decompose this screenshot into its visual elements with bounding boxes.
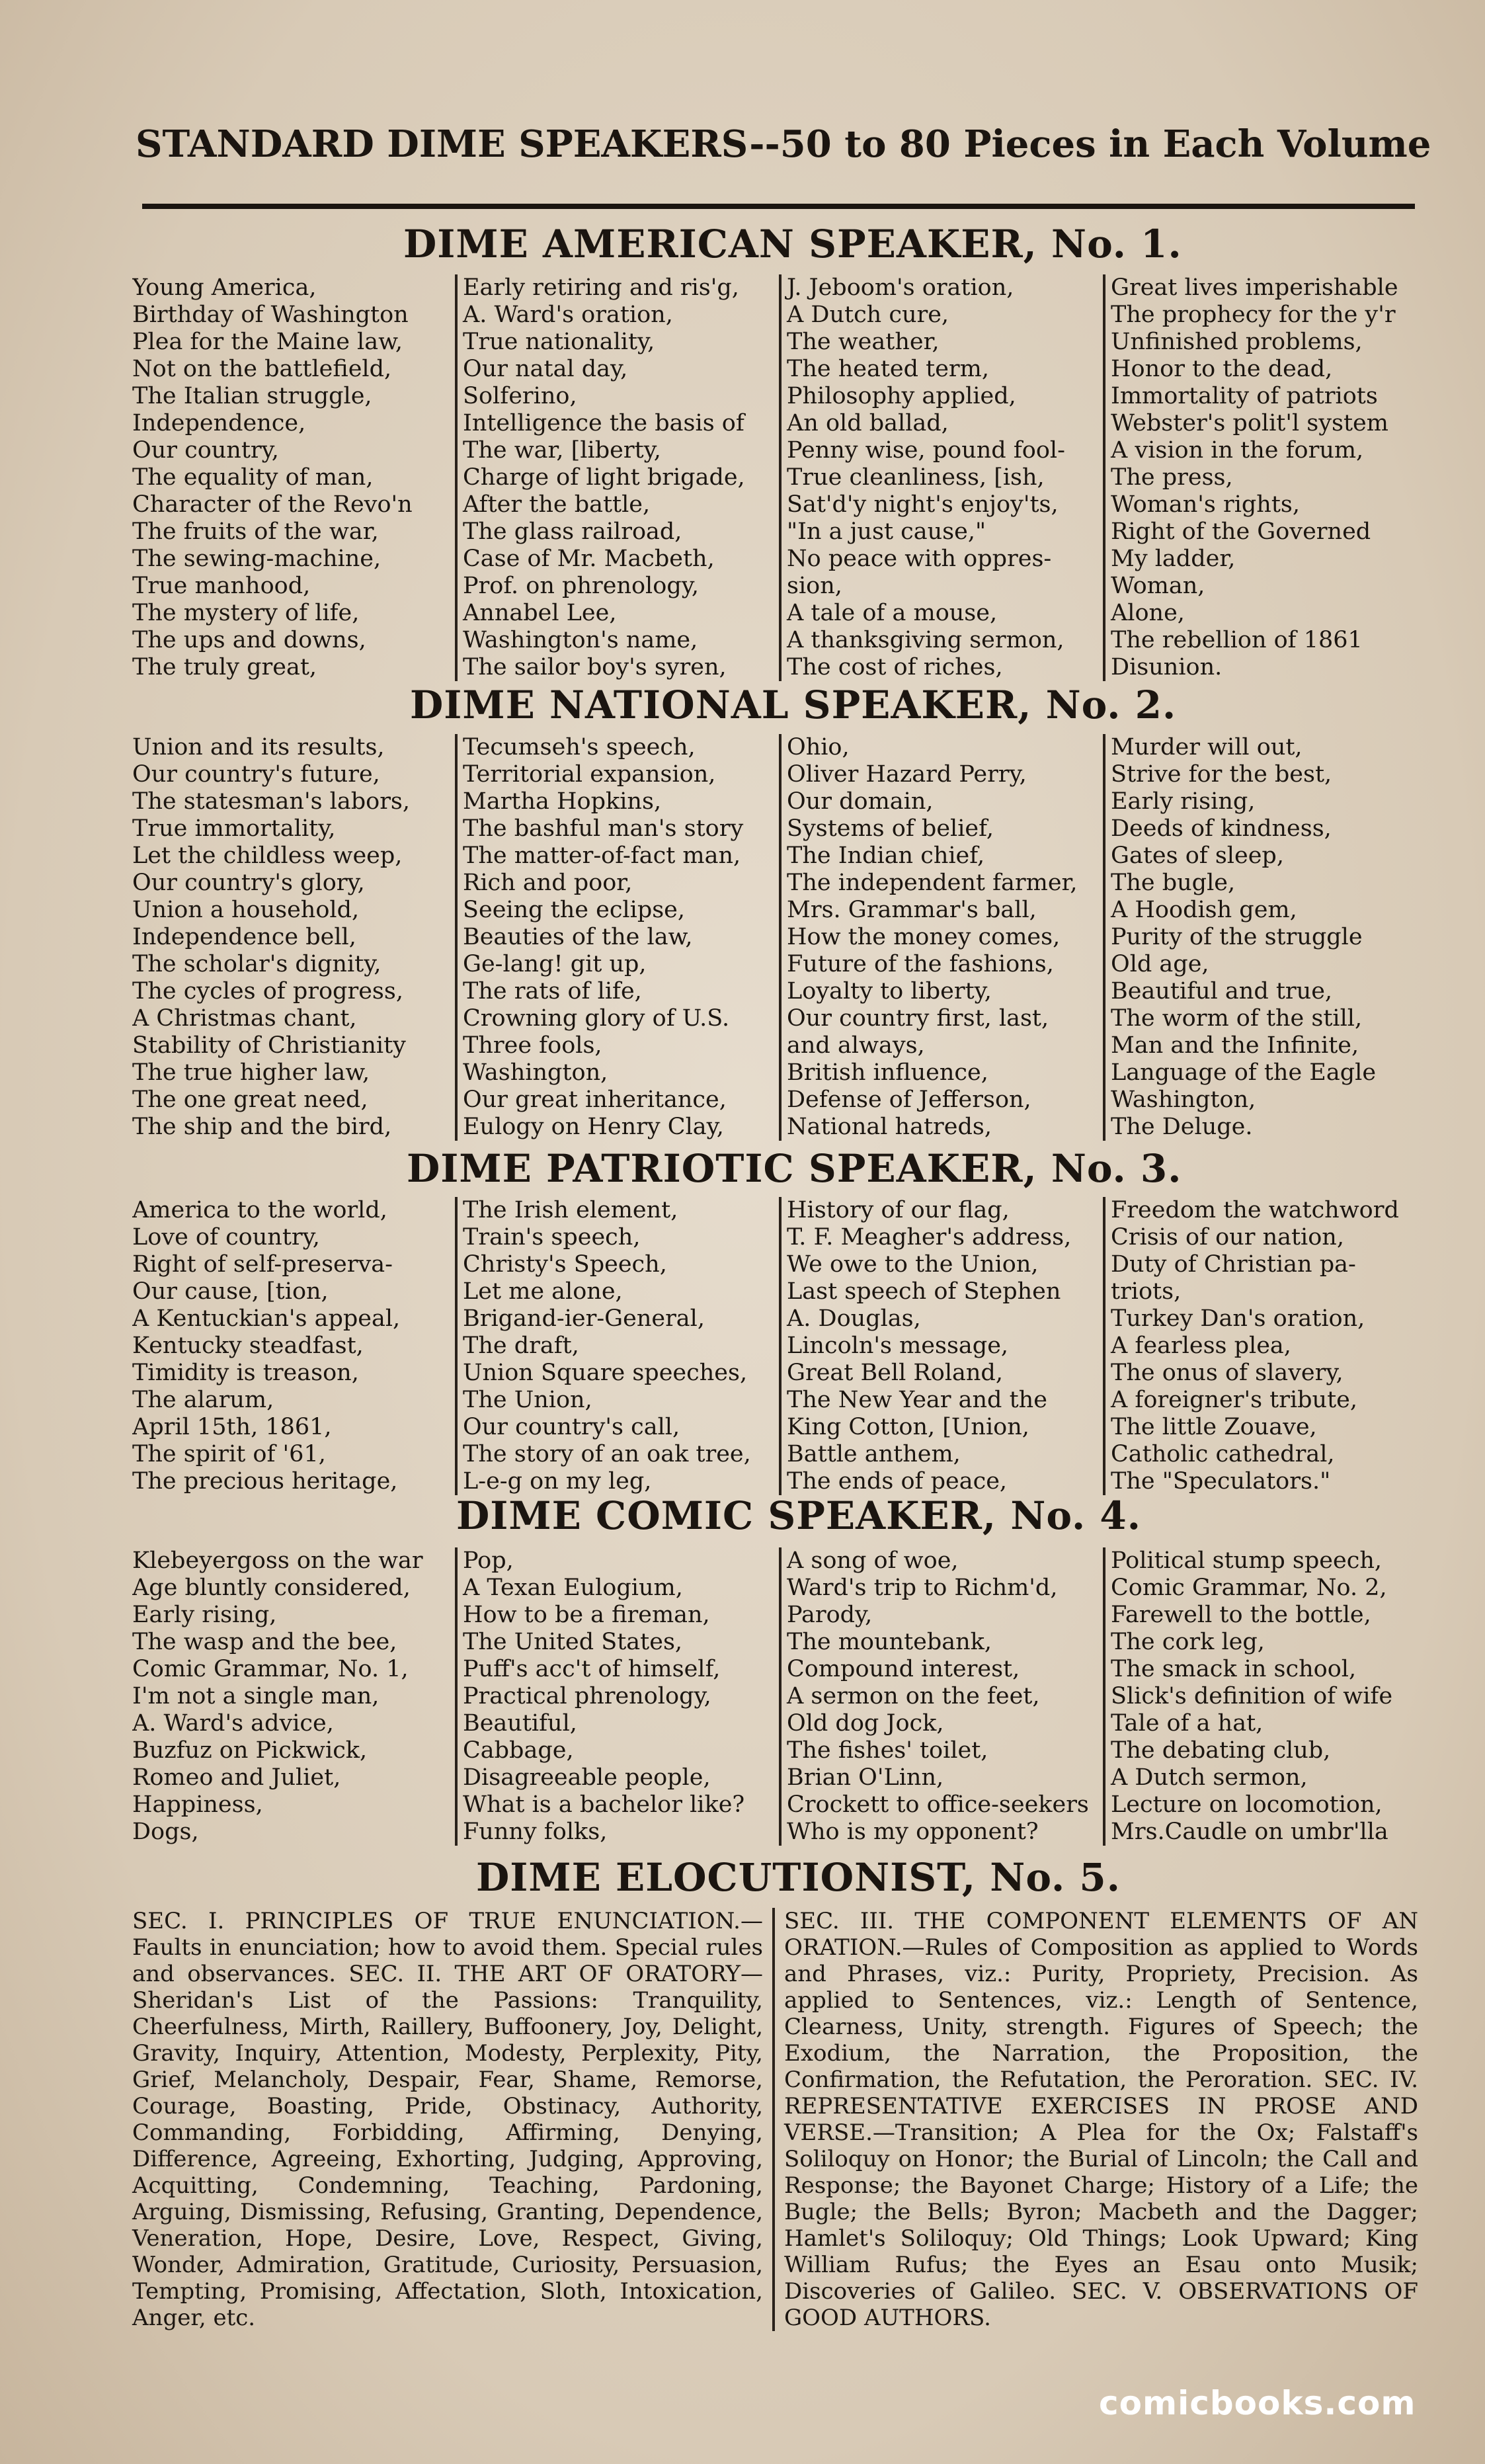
speech-title: The bugle,	[1111, 870, 1236, 896]
speech-title: Future of the fashions,	[787, 951, 1054, 977]
speech-title: triots,	[1111, 1278, 1182, 1305]
speech-title: Seeing the eclipse,	[463, 897, 686, 923]
page-header: STANDARD DIME SPEAKERS--50 to 80 Pieces in Each Volume	[136, 122, 1431, 166]
speech-title: Purity of the struggle	[1111, 924, 1363, 950]
speech-title: A. Ward's oration,	[463, 302, 673, 328]
speech-title: Intelligence the basis of	[463, 410, 744, 436]
speech-title: Train's speech,	[463, 1224, 641, 1251]
speech-title: Character of the Revo'n	[132, 491, 413, 518]
speech-title: Our country's glory,	[132, 870, 365, 896]
speech-title: Stability of Christianity	[132, 1032, 406, 1059]
speech-title: Our country first, last,	[787, 1005, 1049, 1032]
speech-title: The glass railroad,	[463, 518, 682, 545]
speech-title: Union Square speeches,	[463, 1360, 748, 1386]
speech-title: Disagreeable people,	[463, 1764, 711, 1791]
speech-title: How the money comes,	[787, 924, 1061, 950]
speech-title: Immortality of patriots	[1111, 383, 1378, 409]
speech-title: Union a household,	[132, 897, 360, 923]
section-2-col-3	[779, 734, 1103, 1141]
speech-title: Tecumseh's speech,	[463, 734, 696, 760]
speech-title: Beauties of the law,	[463, 924, 693, 950]
speech-title: Tale of a hat,	[1111, 1710, 1264, 1737]
speech-title: Washington,	[1111, 1087, 1256, 1113]
speech-title: T. F. Meagher's address,	[787, 1224, 1072, 1251]
speech-title: Our country's call,	[463, 1414, 680, 1440]
speech-title: The matter-of-fact man,	[463, 842, 741, 869]
speech-title: Systems of belief,	[787, 815, 994, 842]
speech-title: Farewell to the bottle,	[1111, 1602, 1371, 1628]
speech-title: Philosophy applied,	[787, 383, 1016, 409]
speech-title: Catholic cathedral,	[1111, 1441, 1335, 1467]
speech-title: The statesman's labors,	[132, 788, 411, 815]
section-1-col-4	[1103, 274, 1418, 681]
speech-title: The worm of the still,	[1111, 1005, 1363, 1032]
speech-title: The New Year and the	[787, 1387, 1047, 1413]
speech-title: Old age,	[1111, 951, 1209, 977]
speech-title: The little Zouave,	[1111, 1414, 1317, 1440]
speech-title: True cleanliness, [ish,	[787, 464, 1045, 491]
speech-title: Independence bell,	[132, 924, 356, 950]
speech-title: The story of an oak tree,	[463, 1441, 751, 1467]
speech-title: Unfinished problems,	[1111, 329, 1363, 355]
header-rule	[142, 204, 1415, 209]
section-4-col-2	[455, 1547, 779, 1846]
speech-title: Our country's future,	[132, 761, 380, 788]
speech-title: The independent farmer,	[787, 870, 1078, 896]
speech-title: Timidity is treason,	[132, 1360, 359, 1386]
speech-title: Independence,	[132, 410, 306, 436]
section-1-list	[132, 274, 1418, 681]
speech-title: The alarum,	[132, 1387, 274, 1413]
speech-title: Practical phrenology,	[463, 1683, 711, 1709]
speech-title: Woman,	[1111, 573, 1205, 599]
speech-title: Dogs,	[132, 1819, 199, 1845]
speech-title: Happiness,	[132, 1791, 263, 1818]
speech-title: A Dutch cure,	[787, 302, 949, 328]
speech-title: A foreigner's tribute,	[1111, 1387, 1358, 1413]
speech-title: Woman's rights,	[1111, 491, 1300, 518]
speech-title: Three fools,	[463, 1032, 602, 1059]
elocutionist-left-column: SEC. I. PRINCIPLES OF TRUE ENUNCIATION.—Faults in enunciation; how to avoid them. Special rules and observances. SEC. II. THE ART OF ORATORY—Sheridan's List of the Passions: Tranquility, Cheerfulness, Mirth, Raillery, Buffoonery, Joy, Delight, Gravity, Inquiry, Attention, Modesty, Perplexity, Pity, Grief, Melancholy, Despair, Fear, Shame, Remorse, Courage, Boasting, Pride, Obstinacy, Authority, Commanding, Forbidding, Affirming, Denying, Difference, Agreeing, Exhorting, Judging, Approving, Acquitting, Condemning, Teaching, Pardoning, Arguing, Dismissing, Refusing, Granting, Dependence, Veneration, Hope, Desire, Love, Respect, Giving, Wonder, Admiration, Gratitude, Curiosity, Persuasion, Tempting, Promising, Affectation, Sloth, Intoxication, Anger, etc.	[132, 1908, 763, 2331]
speech-title: Gates of sleep,	[1111, 842, 1284, 869]
speech-title: Early rising,	[132, 1602, 277, 1628]
speech-title: The precious heritage,	[132, 1468, 398, 1495]
speech-title: Duty of Christian pa-	[1111, 1251, 1356, 1278]
speech-title: A Kentuckian's appeal,	[132, 1305, 401, 1332]
section-2-col-2	[455, 734, 779, 1141]
speech-title: The Deluge.	[1111, 1114, 1253, 1140]
speech-title: sion,	[787, 573, 842, 599]
speech-title: True nationality,	[463, 329, 655, 355]
speech-title: A. Douglas,	[787, 1305, 921, 1332]
speech-title: Territorial expansion,	[463, 761, 716, 788]
speech-title: The onus of slavery,	[1111, 1360, 1344, 1386]
speech-title: The Union,	[463, 1387, 592, 1413]
speech-title: The scholar's dignity,	[132, 951, 381, 977]
speech-title: Union and its results,	[132, 734, 385, 760]
speech-title: A thanksgiving sermon,	[787, 627, 1064, 653]
speech-title: The truly great,	[132, 654, 317, 680]
section-4-col-3	[779, 1547, 1103, 1846]
speech-title: Oliver Hazard Perry,	[787, 761, 1027, 788]
speech-title: Our country,	[132, 437, 279, 464]
speech-title: How to be a fireman,	[463, 1602, 710, 1628]
speech-title: Prof. on phrenology,	[463, 573, 699, 599]
speech-title: The cost of riches,	[787, 654, 1003, 680]
speech-title: L-e-g on my leg,	[463, 1468, 652, 1495]
speech-title: True immortality,	[132, 815, 336, 842]
section-3-col-1	[132, 1197, 455, 1495]
speech-title: Puff's acc't of himself,	[463, 1656, 721, 1682]
speech-title: Annabel Lee,	[463, 600, 617, 626]
speech-title: Romeo and Juliet,	[132, 1764, 341, 1791]
speech-title: Washington,	[463, 1059, 608, 1086]
speech-title: The fruits of the war,	[132, 518, 379, 545]
speech-title: Eulogy on Henry Clay,	[463, 1114, 724, 1140]
speech-title: A Texan Eulogium,	[463, 1575, 683, 1601]
speech-title: The draft,	[463, 1333, 579, 1359]
section-1-col-1	[132, 274, 455, 681]
section-1-col-3	[779, 274, 1103, 681]
speech-title: The cork leg,	[1111, 1629, 1265, 1655]
section-4-col-1	[132, 1547, 455, 1846]
speech-title: What is a bachelor like?	[463, 1791, 745, 1818]
speech-title: The mountebank,	[787, 1629, 992, 1655]
speech-title: Our domain,	[787, 788, 934, 815]
speech-title: King Cotton, [Union,	[787, 1414, 1029, 1440]
speech-title: The weather,	[787, 329, 940, 355]
speech-title: No peace with oppres-	[787, 546, 1052, 572]
section-title-3: DIME PATRIOTIC SPEAKER, No. 3.	[407, 1146, 1182, 1191]
speech-title: Great lives imperishable	[1111, 274, 1398, 301]
section-3-col-4	[1103, 1197, 1418, 1495]
speech-title: The war, [liberty,	[463, 437, 661, 464]
speech-title: The spirit of '61,	[132, 1441, 326, 1467]
speech-title: Our great inheritance,	[463, 1087, 727, 1113]
speech-title: Early rising,	[1111, 788, 1256, 815]
speech-title: Solferino,	[463, 383, 577, 409]
speech-title: The cycles of progress,	[132, 978, 403, 1005]
watermark: comicbooks.com	[1099, 2384, 1416, 2422]
speech-title: and always,	[787, 1032, 925, 1059]
speech-title: Honor to the dead,	[1111, 356, 1333, 382]
speech-title: Brian O'Linn,	[787, 1764, 944, 1791]
speech-title: Who is my opponent?	[787, 1819, 1039, 1845]
speech-title: Mrs.Caudle on umbr'lla	[1111, 1819, 1388, 1845]
speech-title: A. Ward's advice,	[132, 1710, 334, 1737]
speech-title: Our cause, [tion,	[132, 1278, 329, 1305]
speech-title: Comic Grammar, No. 2,	[1111, 1575, 1387, 1601]
speech-title: The wasp and the bee,	[132, 1629, 397, 1655]
speech-title: Freedom the watchword	[1111, 1197, 1399, 1223]
speech-title: Penny wise, pound fool-	[787, 437, 1065, 464]
speech-title: Our natal day,	[463, 356, 628, 382]
speech-title: Crowning glory of U.S.	[463, 1005, 730, 1032]
speech-title: The ups and downs,	[132, 627, 366, 653]
speech-title: Lincoln's message,	[787, 1333, 1009, 1359]
speech-title: Strive for the best,	[1111, 761, 1332, 788]
speech-title: Turkey Dan's oration,	[1111, 1305, 1365, 1332]
speech-title: My ladder,	[1111, 546, 1236, 572]
speech-title: Birthday of Washington	[132, 302, 409, 328]
speech-title: The Italian struggle,	[132, 383, 372, 409]
speech-title: Age bluntly considered,	[132, 1575, 411, 1601]
speech-title: A Hoodish gem,	[1111, 897, 1297, 923]
speech-title: The rebellion of 1861	[1111, 627, 1363, 653]
speech-title: The United States,	[463, 1629, 683, 1655]
speech-title: The one great need,	[132, 1087, 368, 1113]
speech-title: J. Jeboom's oration,	[787, 274, 1014, 301]
speech-title: British influence,	[787, 1059, 988, 1086]
speech-title: Crockett to office-seekers	[787, 1791, 1089, 1818]
speech-title: After the battle,	[463, 491, 651, 518]
section-1-col-2	[455, 274, 779, 681]
speech-title: A song of woe,	[787, 1547, 959, 1574]
speech-title: Washington's name,	[463, 627, 698, 653]
speech-title: The ends of peace,	[787, 1468, 1008, 1495]
speech-title: Right of self-preserva-	[132, 1251, 393, 1278]
speech-title: The debating club,	[1111, 1737, 1331, 1764]
speech-title: Political stump speech,	[1111, 1547, 1382, 1574]
speech-title: The "Speculators."	[1111, 1468, 1331, 1495]
speech-title: Beautiful and true,	[1111, 978, 1333, 1005]
speech-title: A tale of a mouse,	[787, 600, 998, 626]
speech-title: Klebeyergoss on the war	[132, 1547, 423, 1574]
speech-title: Lecture on locomotion,	[1111, 1791, 1383, 1818]
speech-title: The true higher law,	[132, 1059, 370, 1086]
speech-title: Deeds of kindness,	[1111, 815, 1332, 842]
speech-title: Man and the Infinite,	[1111, 1032, 1359, 1059]
section-3-col-2	[455, 1197, 779, 1495]
speech-title: A Dutch sermon,	[1111, 1764, 1308, 1791]
speech-title: A vision in the forum,	[1111, 437, 1364, 464]
speech-title: Love of country,	[132, 1224, 320, 1251]
speech-title: The Indian chief,	[787, 842, 985, 869]
speech-title: National hatreds,	[787, 1114, 992, 1140]
section-3-col-3	[779, 1197, 1103, 1495]
speech-title: Disunion.	[1111, 654, 1223, 680]
section-2-col-1	[132, 734, 455, 1141]
speech-title: An old ballad,	[787, 410, 949, 436]
speech-title: Martha Hopkins,	[463, 788, 662, 815]
speech-title: Beautiful,	[463, 1710, 577, 1737]
elocutionist-contents	[132, 1908, 1418, 2331]
speech-title: The sailor boy's syren,	[463, 654, 727, 680]
speech-title: April 15th, 1861,	[132, 1414, 332, 1440]
speech-title: The mystery of life,	[132, 600, 360, 626]
speech-title: Comic Grammar, No. 1,	[132, 1656, 409, 1682]
speech-title: The sewing-machine,	[132, 546, 381, 572]
speech-title: Webster's polit'l system	[1111, 410, 1388, 436]
speech-title: America to the world,	[132, 1197, 387, 1223]
section-title-2: DIME NATIONAL SPEAKER, No. 2.	[410, 682, 1177, 727]
speech-title: Loyalty to liberty,	[787, 978, 992, 1005]
speech-title: History of our flag,	[787, 1197, 1010, 1223]
speech-title: Kentucky steadfast,	[132, 1333, 364, 1359]
speech-title: The Irish element,	[463, 1197, 678, 1223]
speech-title: True manhood,	[132, 573, 311, 599]
section-title-1: DIME AMERICAN SPEAKER, No. 1.	[403, 222, 1182, 267]
speech-title: Ward's trip to Richm'd,	[787, 1575, 1058, 1601]
speech-title: Defense of Jefferson,	[787, 1087, 1031, 1113]
speech-title: Rich and poor,	[463, 870, 633, 896]
speech-title: The press,	[1111, 464, 1233, 491]
speech-title: Crisis of our nation,	[1111, 1224, 1344, 1251]
section-2-list	[132, 734, 1418, 1141]
speech-title: Cabbage,	[463, 1737, 574, 1764]
speech-title: Let me alone,	[463, 1278, 623, 1305]
speech-title: The prophecy for the y'r	[1111, 302, 1396, 328]
speech-title: The equality of man,	[132, 464, 374, 491]
section-3-list	[132, 1197, 1418, 1495]
speech-title: Language of the Eagle	[1111, 1059, 1377, 1086]
speech-title: Sat'd'y night's enjoy'ts,	[787, 491, 1059, 518]
speech-title: Ge-lang! git up,	[463, 951, 647, 977]
speech-title: Funny folks,	[463, 1819, 608, 1845]
section-title-4: DIME COMIC SPEAKER, No. 4.	[456, 1493, 1141, 1538]
speech-title: Compound interest,	[787, 1656, 1020, 1682]
speech-title: Battle anthem,	[787, 1441, 961, 1467]
section-4-list	[132, 1547, 1418, 1846]
speech-title: Alone,	[1111, 600, 1185, 626]
speech-title: Plea for the Maine law,	[132, 329, 403, 355]
speech-title: Not on the battlefield,	[132, 356, 392, 382]
speech-title: I'm not a single man,	[132, 1683, 380, 1709]
speech-title: Right of the Governed	[1111, 518, 1371, 545]
speech-title: The rats of life,	[463, 978, 642, 1005]
section-title-5: DIME ELOCUTIONIST, No. 5.	[476, 1855, 1121, 1900]
speech-title: The smack in school,	[1111, 1656, 1357, 1682]
speech-title: A sermon on the feet,	[787, 1683, 1040, 1709]
speech-title: Let the childless weep,	[132, 842, 403, 869]
speech-title: A Christmas chant,	[132, 1005, 357, 1032]
speech-title: A fearless plea,	[1111, 1333, 1291, 1359]
speech-title: We owe to the Union,	[787, 1251, 1039, 1278]
speech-title: Case of Mr. Macbeth,	[463, 546, 715, 572]
speech-title: Great Bell Roland,	[787, 1360, 1003, 1386]
speech-title: "In a just cause,"	[787, 518, 986, 545]
elocutionist-right-column: SEC. III. THE COMPONENT ELEMENTS OF AN ORATION.—Rules of Composition as applied to Words and Phrases, viz.: Purity, Propriety, Precision. As applied to Sentences, viz.: Length of Sentence, Clearness, Unity, strength. Figures of Speech; the Exodium, the Narration, the Proposition, the Confirmation, the Refutation, the Peroration. SEC. IV. REPRESENTATIVE EXERCISES IN PROSE AND VERSE.—Transition; A Plea for the Ox; Falstaff's Soliloquy on Honor; the Burial of Lincoln; the Call and Response; the Bayonet Charge; History of a Life; the Bugle; the Bells; Byron; Macbeth and the Dagger; Hamlet's Soliloquy; Old Things; Look Upward; King William Rufus; the Eyes an Esau onto Musik; Discoveries of Galileo. SEC. V. OBSERVATIONS OF GOOD AUTHORS.	[772, 1908, 1418, 2331]
speech-title: Buzfuz on Pickwick,	[132, 1737, 368, 1764]
speech-title: Charge of light brigade,	[463, 464, 745, 491]
speech-title: Young America,	[132, 274, 317, 301]
speech-title: Mrs. Grammar's ball,	[787, 897, 1037, 923]
speech-title: Slick's definition of wife	[1111, 1683, 1393, 1709]
speech-title: Murder will out,	[1111, 734, 1303, 760]
speech-title: Brigand-ier-General,	[463, 1305, 705, 1332]
speech-title: Christy's Speech,	[463, 1251, 667, 1278]
speech-title: The fishes' toilet,	[787, 1737, 988, 1764]
section-4-col-4	[1103, 1547, 1418, 1846]
speech-title: Ohio,	[787, 734, 850, 760]
speech-title: Old dog Jock,	[787, 1710, 944, 1737]
speech-title: The ship and the bird,	[132, 1114, 392, 1140]
speech-title: The heated term,	[787, 356, 989, 382]
section-2-col-4	[1103, 734, 1418, 1141]
speech-title: Last speech of Stephen	[787, 1278, 1061, 1305]
speech-title: Parody,	[787, 1602, 873, 1628]
speech-title: The bashful man's story	[463, 815, 744, 842]
speech-title: Pop,	[463, 1547, 514, 1574]
speech-title: Early retiring and ris'g,	[463, 274, 739, 301]
